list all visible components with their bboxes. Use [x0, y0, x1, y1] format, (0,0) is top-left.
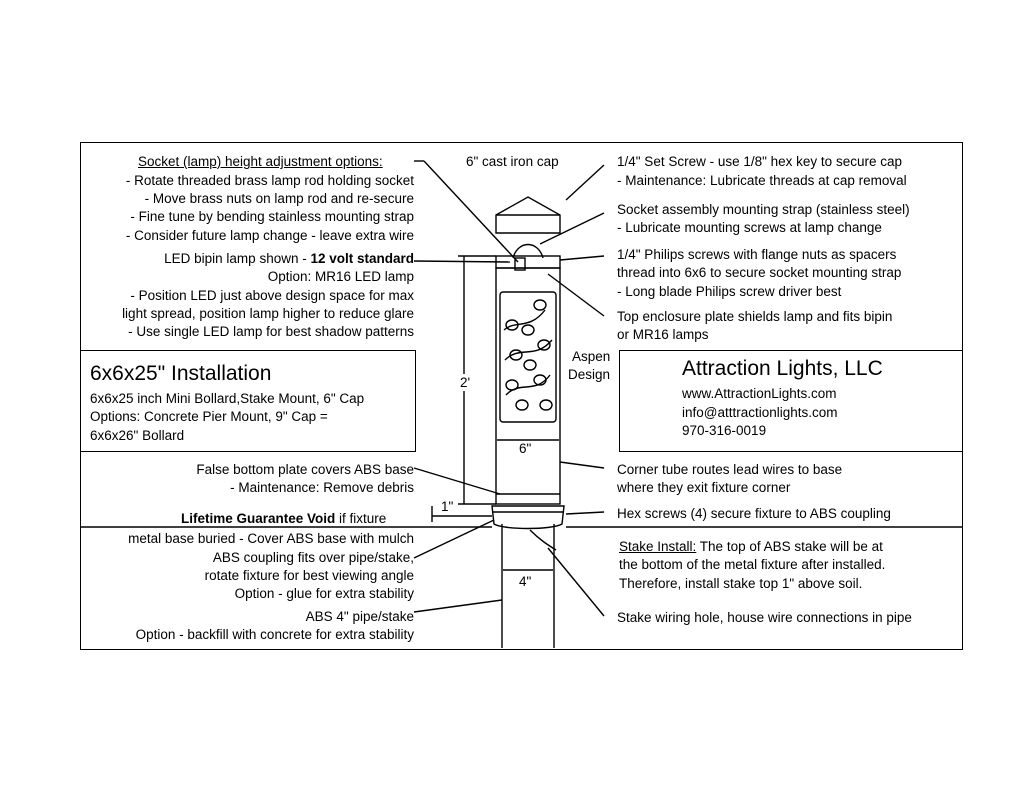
corner-tube-1: Corner tube routes lead wires to base — [617, 462, 843, 477]
installation-title: 6x6x25" Installation — [90, 362, 272, 385]
installation-line-3: 6x6x26" Bollard — [90, 428, 185, 443]
abs-coupling-3: Option - glue for extra stability — [234, 586, 414, 601]
strap-2: - Lubricate mounting screws at lamp change — [617, 220, 882, 235]
design-label-1: Aspen — [572, 349, 611, 364]
abs-coupling — [492, 506, 564, 529]
lifetime-guarantee: Lifetime Guarantee Void if fixture — [181, 511, 387, 526]
dim-height: 2' — [460, 375, 471, 390]
company-website: www.AttractionLights.com — [682, 386, 837, 401]
corner-tube-2: where they exit fixture corner — [617, 480, 791, 495]
hex-screws: Hex screws (4) secure fixture to ABS coupling — [617, 506, 891, 521]
abs-coupling-1: ABS coupling fits over pipe/stake, — [212, 550, 414, 565]
socket-title: Socket (lamp) height adjustment options: — [138, 154, 383, 169]
abs-pipe-2: Option - backfill with concrete for extra stability — [135, 627, 414, 642]
led-lamp-note: LED bipin lamp shown - 12 volt standard — [164, 251, 414, 266]
dim-pipe: 4" — [519, 574, 532, 589]
stake-install-1: Stake Install: The top of ABS stake will be at — [619, 539, 883, 554]
dim-offset: 1" — [441, 499, 454, 514]
stake-wiring: Stake wiring hole, house wire connections in pipe — [617, 610, 912, 625]
set-screw-2: - Maintenance: Lubricate threads at cap removal — [617, 173, 907, 188]
company-phone: 970-316-0019 — [682, 423, 767, 438]
position-line-3: - Use single LED lamp for best shadow patterns — [128, 324, 414, 339]
company-name: Attraction Lights, LLC — [682, 357, 883, 380]
philips-3: - Long blade Philips screw driver best — [617, 284, 842, 299]
position-line-1: - Position LED just above design space for max — [130, 288, 414, 303]
philips-2: thread into 6x6 to secure socket mounting strap — [617, 265, 902, 280]
led-option: Option: MR16 LED lamp — [267, 269, 414, 284]
abs-coupling-2: rotate fixture for best viewing angle — [204, 568, 414, 583]
abs-pipe-1: ABS 4" pipe/stake — [305, 609, 414, 624]
installation-line-1: 6x6x25 inch Mini Bollard,Stake Mount, 6" Cap — [90, 391, 365, 406]
company-email: info@atttractionlights.com — [682, 405, 838, 420]
strap-1: Socket assembly mounting strap (stainless steel) — [617, 202, 910, 217]
installation-line-2: Options: Concrete Pier Mount, 9" Cap = — [90, 409, 328, 424]
set-screw-1: 1/4" Set Screw - use 1/8" hex key to secure cap — [617, 154, 902, 169]
socket-line-4: - Consider future lamp change - leave extra wire — [125, 228, 414, 243]
dim-width: 6" — [519, 441, 532, 456]
false-bottom-1: False bottom plate covers ABS base — [196, 462, 414, 477]
stake-install-2: the bottom of the metal fixture after installed. — [619, 557, 886, 572]
top-plate-1: Top enclosure plate shields lamp and fits bipin — [617, 309, 893, 324]
aspen-leaves — [504, 300, 552, 410]
socket-line-1: - Rotate threaded brass lamp rod holding socket — [125, 173, 414, 188]
position-line-2: light spread, position lamp higher to reduce glare — [122, 306, 414, 321]
philips-1: 1/4" Philips screws with flange nuts as spacers — [617, 247, 897, 262]
metal-base-note: metal base buried - Cover ABS base with mulch — [128, 531, 414, 546]
design-label-2: Design — [568, 367, 611, 382]
socket-line-2: - Move brass nuts on lamp rod and re-secure — [144, 191, 414, 206]
top-plate-2: or MR16 lamps — [617, 327, 709, 342]
false-bottom-2: - Maintenance: Remove debris — [230, 480, 414, 495]
socket-line-3: - Fine tune by bending stainless mounting strap — [130, 209, 414, 224]
cap-label: 6" cast iron cap — [466, 154, 559, 169]
stake-install-3: Therefore, install stake top 1" above soil. — [619, 576, 863, 591]
